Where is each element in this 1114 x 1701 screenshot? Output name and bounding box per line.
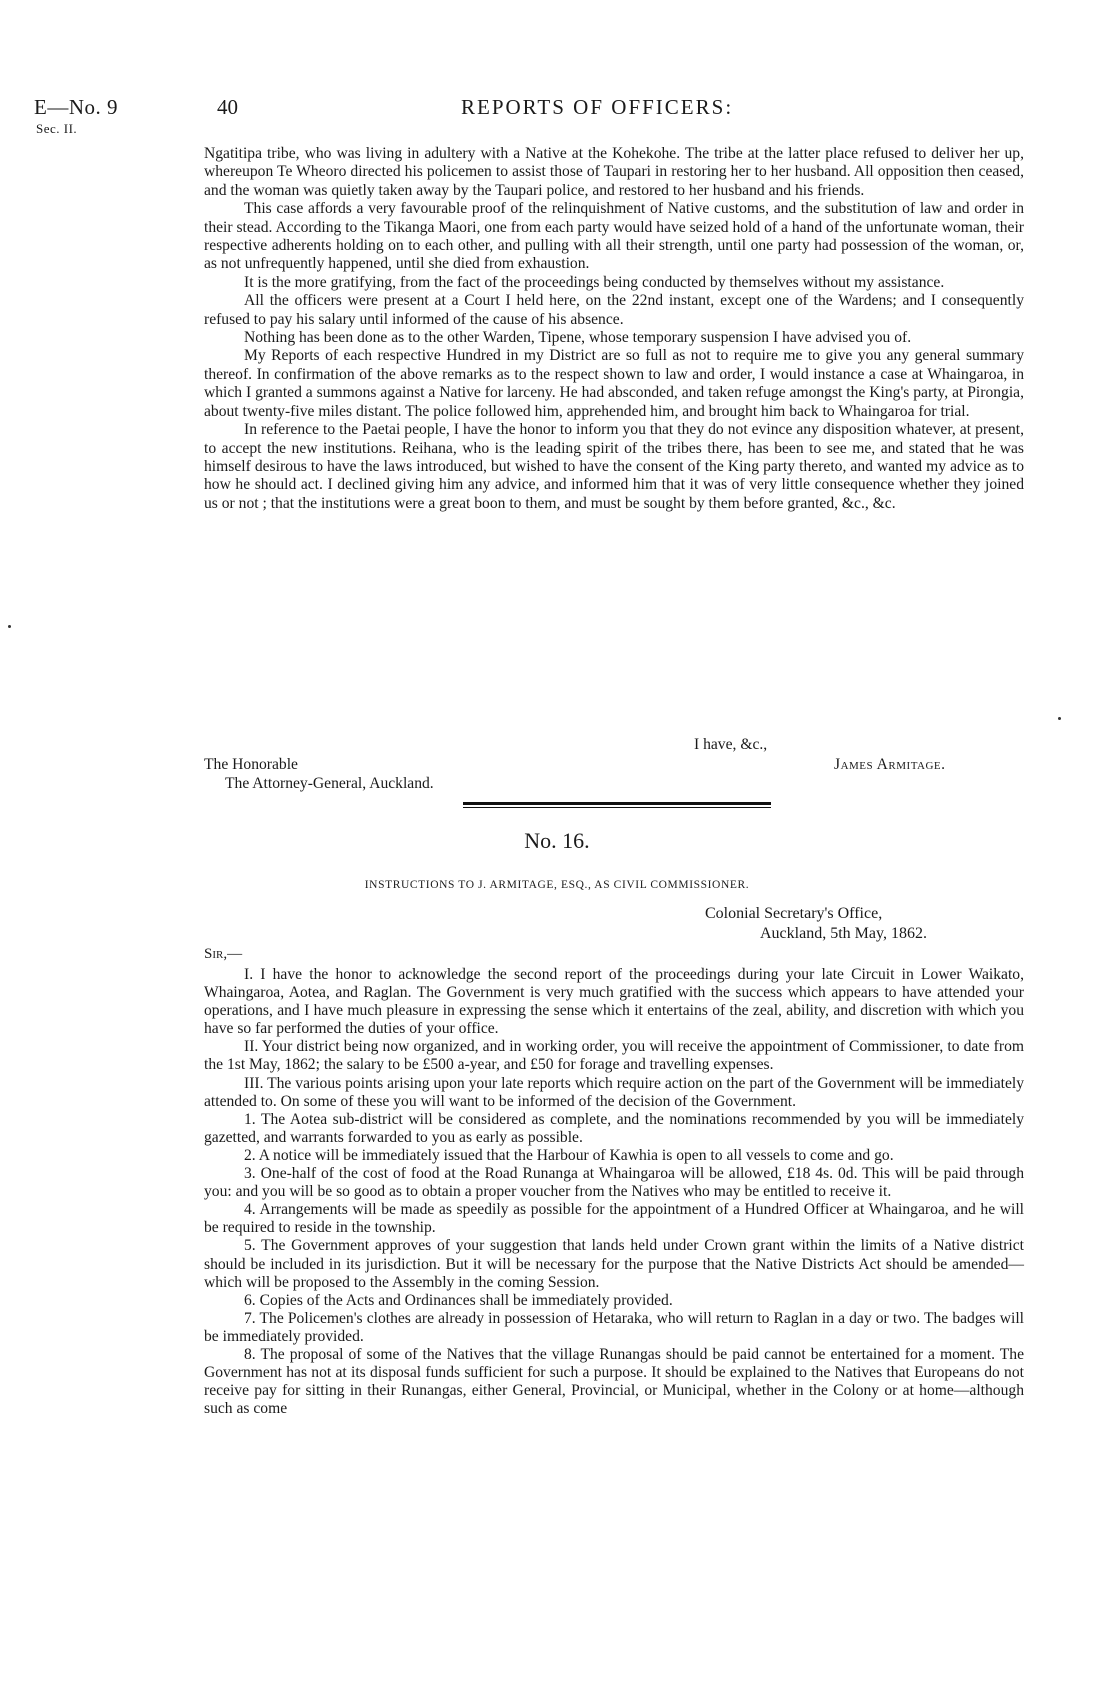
page-number: 40 xyxy=(217,95,238,119)
paragraph: 4. Arrangements will be made as speedily as possible for the appointment of a Hundred Officer at Whaingaroa, and he will be required to reside in the township. xyxy=(204,1201,1024,1237)
section-divider xyxy=(463,802,771,808)
document-reference: E—No. 9 xyxy=(34,95,118,119)
paragraph: 2. A notice will be immediately issued that the Harbour of Kawhia is open to all vessels to come and go. xyxy=(244,1146,894,1164)
paragraph: This case affords a very favourable proof of the relinquishment of Native customs, and the substitution of law and order in their stead. According to the Tikanga Maori, one from each party would have seized hold of a hand of the unfortunate woman, their respective adherents holding on to each other, and pulling with all their strength, until one party had possession of the woman, or, as not unfrequently happened, until she died from exhaustion. xyxy=(204,200,1024,273)
print-speck xyxy=(8,625,11,628)
paragraph: My Reports of each respective Hundred in my District are so full as not to require me to give you any general summary thereof. In confirmation of the above remarks as to the respect shown to law and order, I would instance a case at Whaingaroa, in which I granted a summons against a Native for larceny. He had absconded, and taken refuge amongst the King's party, at Pirongia, about twenty-five miles distant. The police followed him, apprehended him, and brought him back to Whaingaroa for trial. xyxy=(204,347,1024,420)
sender-office: Colonial Secretary's Office, xyxy=(705,905,883,922)
paragraph: 7. The Policemen's clothes are already in possession of Hetaraka, who will return to Raglan in a day or two. The badges will be immediately provided. xyxy=(204,1309,1024,1345)
paragraph: 3. One-half of the cost of food at the Road Runanga at Whaingaroa will be allowed, £18 4s. 0d. This will be paid through you: and you will be so good as to obtain a proper voucher from the Natives who may be entitled to receive it. xyxy=(204,1165,1024,1201)
paragraph: Ngatitipa tribe, who was living in adultery with a Native at the Kohekohe. The tribe at the latter place refused to deliver her up, whereupon Te Wheoro directed his policemen to assist those of Taupari in restoring her to her husband. All opposition then ceased, and the woman was quietly taken away by the Taupari police, and restored to her husband and his friends. xyxy=(204,145,1024,199)
print-speck xyxy=(1058,717,1061,720)
paragraph: 8. The proposal of some of the Natives that the village Runangas should be paid cannot be entertained for a moment. The Government has not at its disposal funds sufficient for such a purpose. It should be explained to the Natives that Europeans do not receive pay for sitting in their Runangas, either General, Provincial, or Municipal, whether in the Colony or at home—although such as come xyxy=(204,1345,1024,1418)
paragraph: 1. The Aotea sub-district will be considered as complete, and the nominations recommended by you will be immediately gazetted, and warrants forwarded to you as early as possible. xyxy=(204,1110,1024,1146)
paragraph: Nothing has been done as to the other Warden, Tipene, whose temporary suspension I have advised you of. xyxy=(244,329,912,347)
section-label: Sec. II. xyxy=(36,121,78,136)
signature: James Armitage. xyxy=(834,756,946,773)
document-number: No. 16. xyxy=(524,828,590,853)
paragraph: 5. The Government approves of your suggestion that lands held under Crown grant within the limits of a Native district should be included in its jurisdiction. But it will be necessary for the purpose that the Native Districts Act should be amended—which will be proposed to the Assembly in the coming Session. xyxy=(204,1237,1024,1291)
paragraph: II. Your district being now organized, and in working order, you will receive the appointment of Commissioner, to date from the 1st May, 1862; the salary to be £500 a-year, and £50 for forage and travelling expenses. xyxy=(204,1038,1024,1074)
document-heading: INSTRUCTIONS TO J. ARMITAGE, ESQ., AS CIVIL COMMISSIONER. xyxy=(364,879,750,891)
paragraph: 6. Copies of the Acts and Ordinances shall be immediately provided. xyxy=(244,1291,673,1309)
addressee-line: The Attorney-General, Auckland. xyxy=(225,775,434,792)
page-title: REPORTS OF OFFICERS: xyxy=(461,95,734,119)
paragraph: It is the more gratifying, from the fact of the proceedings being conducted by themselves without my assistance. xyxy=(244,273,945,291)
closing-line: I have, &c., xyxy=(694,736,768,753)
salutation: Sir,— xyxy=(204,946,243,962)
paragraph: All the officers were present at a Court I held here, on the 22nd instant, except one of the Wardens; and I consequently refused to pay his salary until informed of the cause of his absence. xyxy=(204,292,1024,328)
paragraph: In reference to the Paetai people, I have the honor to inform you that they do not evince any disposition whatever, at present, to accept the new institutions. Reihana, who is the leading spirit of the tribes there, has been to see me, and stated that he was himself desirous to have the laws introduced, but wished to have the consent of the King party thereto, and wanted my advice as to how he should act. I declined giving him any advice, and informed him that it was of very little consequence whether they joined us or not ; that the institutions were a great boon to them, and must be sought by them before granted, &c., &c. xyxy=(204,421,1024,512)
addressee-line: The Honorable xyxy=(204,756,298,773)
letter-body xyxy=(204,966,1024,1418)
paragraph: I. I have the honor to acknowledge the second report of the proceedings during your late Circuit in Lower Waikato, Whaingaroa, Aotea, and Raglan. The Government is very much gratified with the success which appears to have attended your operations, and I have much pleasure in expressing the sense which it entertains of the zeal, ability, and discretion with which you have so far performed the duties of your office. xyxy=(204,966,1024,1038)
letter-date: Auckland, 5th May, 1862. xyxy=(760,925,927,942)
paragraph: III. The various points arising upon your late reports which require action on the part of the Government will be immediately attended to. On some of these you will want to be informed of the decision of the Government. xyxy=(204,1074,1024,1110)
letter-body xyxy=(204,145,1024,513)
